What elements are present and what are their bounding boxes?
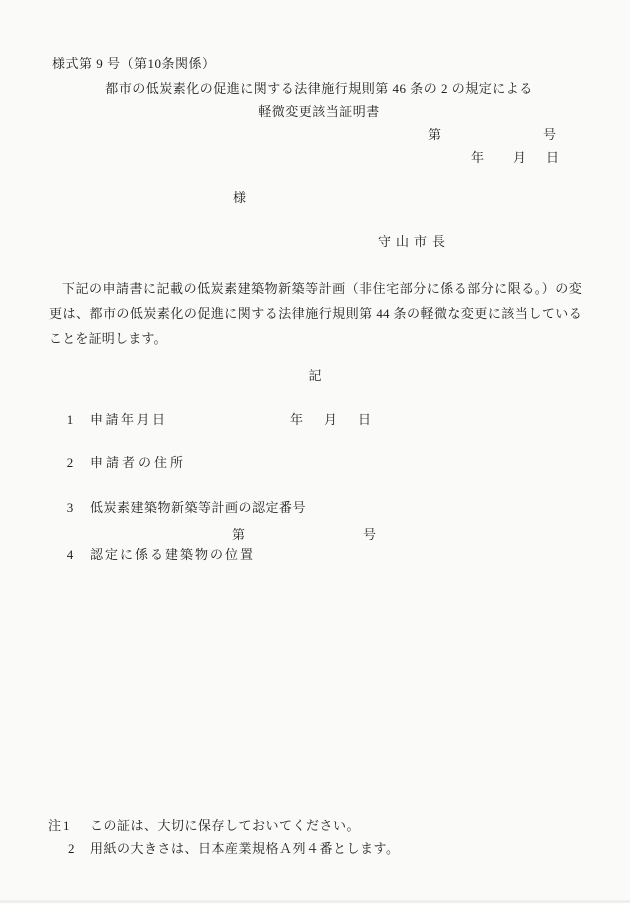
item-3-number: 3	[66, 500, 74, 515]
issue-date-day-label: 日	[546, 150, 560, 165]
item-3-cert-number-suffix: 号	[363, 527, 377, 542]
item-4-number: 4	[66, 547, 74, 562]
note-2-number: 2	[68, 841, 75, 856]
item-2-label: 申請者の住所	[90, 455, 187, 470]
list-heading: 記	[308, 368, 322, 383]
item-1-day-label: 日	[358, 412, 372, 427]
sender-name: 守山市長	[378, 234, 451, 249]
document-title-line2: 軽微変更該当証明書	[258, 104, 380, 119]
note-1-text: この証は、大切に保存しておいてください。	[90, 818, 361, 833]
item-1-number: 1	[66, 412, 74, 427]
item-1-year-label: 年	[290, 412, 304, 427]
addressee-honorific: 様	[233, 190, 249, 205]
item-3-cert-number-prefix: 第	[232, 527, 246, 542]
note-1-number: 1	[63, 818, 70, 833]
certification-paragraph: 下記の申請書に記載の低炭素建築物新築等計画（非住宅部分に係る部分に限る。）の変更は、都市の低炭素化の促進に関する法律施行規則第 44 条の軽微な変更に該当していることを証明します。	[49, 281, 582, 346]
issue-number-prefix: 第	[428, 127, 442, 142]
issue-date-year-label: 年	[471, 150, 485, 165]
notes-marker: 注	[48, 818, 62, 833]
issue-number-suffix: 号	[543, 127, 557, 142]
issue-date-month-label: 月	[513, 150, 527, 165]
note-2-text: 用紙の大きさは、日本産業規格Ａ列４番とします。	[90, 841, 400, 856]
form-number: 様式第 9 号（第10条関係）	[52, 56, 216, 71]
item-1-month-label: 月	[324, 412, 338, 427]
document-title-line1: 都市の低炭素化の促進に関する法律施行規則第 46 条の 2 の規定による	[105, 81, 533, 96]
item-1-label: 申請年月日	[90, 412, 168, 427]
item-3-label: 低炭素建築物新築等計画の認定番号	[90, 500, 307, 515]
item-4-label: 認定に係る建築物の位置	[90, 547, 256, 562]
item-2-number: 2	[66, 455, 74, 470]
